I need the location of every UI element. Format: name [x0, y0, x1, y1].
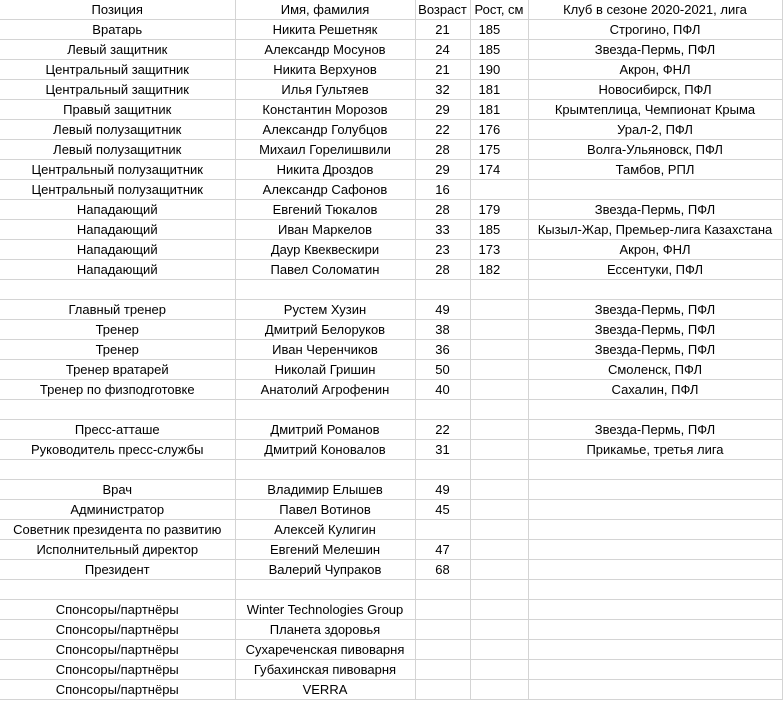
cell-position[interactable]: Центральный полузащитник [0, 160, 235, 180]
cell-height[interactable] [470, 660, 528, 680]
cell-height[interactable]: 175 [470, 140, 528, 160]
cell-age[interactable]: 28 [415, 260, 470, 280]
cell-name[interactable]: Евгений Мелешин [235, 540, 415, 560]
cell-position[interactable]: Вратарь [0, 20, 235, 40]
cell-age[interactable]: 31 [415, 440, 470, 460]
cell-position[interactable]: Спонсоры/партнёры [0, 620, 235, 640]
cell-name[interactable]: Михаил Горелишвили [235, 140, 415, 160]
cell-name[interactable]: Никита Дроздов [235, 160, 415, 180]
cell-height[interactable] [470, 640, 528, 660]
cell-club[interactable]: Волга-Ульяновск, ПФЛ [528, 140, 782, 160]
cell-club[interactable]: Звезда-Пермь, ПФЛ [528, 200, 782, 220]
table-row [0, 660, 782, 680]
cell-name[interactable]: Анатолий Агрофенин [235, 380, 415, 400]
cell-age[interactable]: 29 [415, 100, 470, 120]
cell-position[interactable]: Нападающий [0, 200, 235, 220]
cell-height[interactable]: 185 [470, 220, 528, 240]
cell-height[interactable] [470, 540, 528, 560]
table-row [0, 20, 782, 40]
cell-height[interactable]: 185 [470, 20, 528, 40]
cell-name[interactable] [235, 580, 415, 600]
cell-name[interactable]: Константин Морозов [235, 100, 415, 120]
cell-age[interactable]: 32 [415, 80, 470, 100]
cell-height[interactable] [470, 360, 528, 380]
table-row [0, 180, 782, 200]
cell-club[interactable] [528, 400, 782, 420]
cell-height[interactable]: 174 [470, 160, 528, 180]
table-row [0, 580, 782, 600]
table-row [0, 600, 782, 620]
table-body [0, 20, 782, 700]
cell-position[interactable]: Администратор [0, 500, 235, 520]
cell-name[interactable]: Алексей Кулигин [235, 520, 415, 540]
cell-name[interactable] [235, 280, 415, 300]
cell-name[interactable]: Дмитрий Коновалов [235, 440, 415, 460]
cell-name[interactable]: Владимир Елышев [235, 480, 415, 500]
table-row [0, 460, 782, 480]
table-row [0, 300, 782, 320]
cell-age[interactable]: 21 [415, 20, 470, 40]
table-row [0, 680, 782, 700]
table-row [0, 260, 782, 280]
cell-height[interactable]: 179 [470, 200, 528, 220]
cell-club[interactable]: Звезда-Пермь, ПФЛ [528, 340, 782, 360]
cell-club[interactable]: Новосибирск, ПФЛ [528, 80, 782, 100]
cell-position[interactable]: Спонсоры/партнёры [0, 640, 235, 660]
cell-age[interactable]: 36 [415, 340, 470, 360]
cell-age[interactable] [415, 640, 470, 660]
cell-position[interactable]: Тренер [0, 340, 235, 360]
cell-age[interactable]: 47 [415, 540, 470, 560]
cell-height[interactable] [470, 400, 528, 420]
cell-age[interactable]: 50 [415, 360, 470, 380]
cell-position[interactable]: Центральный защитник [0, 80, 235, 100]
cell-position[interactable]: Нападающий [0, 260, 235, 280]
cell-position[interactable]: Тренер вратарей [0, 360, 235, 380]
cell-height[interactable] [470, 180, 528, 200]
cell-position[interactable] [0, 280, 235, 300]
cell-age[interactable]: 29 [415, 160, 470, 180]
cell-club[interactable] [528, 600, 782, 620]
cell-club[interactable] [528, 620, 782, 640]
cell-name[interactable]: VERRA [235, 680, 415, 700]
cell-club[interactable]: Сахалин, ПФЛ [528, 380, 782, 400]
cell-age[interactable] [415, 580, 470, 600]
cell-name[interactable]: Дмитрий Романов [235, 420, 415, 440]
cell-name[interactable]: Илья Гультяев [235, 80, 415, 100]
cell-club[interactable]: Звезда-Пермь, ПФЛ [528, 420, 782, 440]
cell-age[interactable]: 68 [415, 560, 470, 580]
cell-age[interactable]: 49 [415, 300, 470, 320]
table-row [0, 640, 782, 660]
table-row [0, 420, 782, 440]
cell-age[interactable]: 33 [415, 220, 470, 240]
cell-name[interactable]: Сухареченская пивоварня [235, 640, 415, 660]
cell-club[interactable] [528, 180, 782, 200]
cell-club[interactable] [528, 660, 782, 680]
header-club[interactable]: Клуб в сезоне 2020-2021, лига [528, 0, 782, 20]
cell-position[interactable] [0, 400, 235, 420]
table-row [0, 60, 782, 80]
cell-club[interactable] [528, 480, 782, 500]
cell-name[interactable]: Александр Голубцов [235, 120, 415, 140]
cell-position[interactable]: Спонсоры/партнёры [0, 600, 235, 620]
cell-age[interactable]: 40 [415, 380, 470, 400]
cell-age[interactable] [415, 600, 470, 620]
cell-name[interactable]: Никита Решетняк [235, 20, 415, 40]
cell-age[interactable]: 16 [415, 180, 470, 200]
cell-age[interactable]: 45 [415, 500, 470, 520]
cell-height[interactable] [470, 680, 528, 700]
cell-club[interactable]: Кызыл-Жар, Премьер-лига Казахстана [528, 220, 782, 240]
cell-age[interactable]: 24 [415, 40, 470, 60]
cell-position[interactable]: Центральный защитник [0, 60, 235, 80]
cell-club[interactable]: Смоленск, ПФЛ [528, 360, 782, 380]
cell-age[interactable] [415, 680, 470, 700]
cell-age[interactable]: 38 [415, 320, 470, 340]
cell-height[interactable]: 176 [470, 120, 528, 140]
cell-club[interactable] [528, 680, 782, 700]
cell-position[interactable]: Советник президента по развитию [0, 520, 235, 540]
header-name[interactable]: Имя, фамилия [235, 0, 415, 20]
cell-club[interactable] [528, 280, 782, 300]
table-row [0, 560, 782, 580]
cell-age[interactable] [415, 620, 470, 640]
header-age[interactable]: Возраст [415, 0, 470, 20]
cell-height[interactable] [470, 500, 528, 520]
cell-age[interactable]: 28 [415, 200, 470, 220]
cell-position[interactable]: Спонсоры/партнёры [0, 680, 235, 700]
cell-position[interactable]: Левый защитник [0, 40, 235, 60]
cell-position[interactable]: Спонсоры/партнёры [0, 660, 235, 680]
cell-name[interactable]: Даур Квеквескири [235, 240, 415, 260]
cell-height[interactable] [470, 380, 528, 400]
cell-height[interactable]: 190 [470, 60, 528, 80]
cell-age[interactable]: 28 [415, 140, 470, 160]
table-row [0, 120, 782, 140]
table-row [0, 160, 782, 180]
cell-height[interactable] [470, 460, 528, 480]
cell-age[interactable]: 22 [415, 120, 470, 140]
cell-height[interactable]: 182 [470, 260, 528, 280]
cell-name[interactable]: Губахинская пивоварня [235, 660, 415, 680]
cell-position[interactable] [0, 460, 235, 480]
table-row [0, 620, 782, 640]
cell-club[interactable] [528, 640, 782, 660]
cell-name[interactable]: Александр Сафонов [235, 180, 415, 200]
table-row [0, 520, 782, 540]
cell-club[interactable] [528, 580, 782, 600]
cell-position[interactable]: Президент [0, 560, 235, 580]
cell-height[interactable] [470, 620, 528, 640]
cell-position[interactable]: Нападающий [0, 240, 235, 260]
cell-club[interactable] [528, 520, 782, 540]
cell-height[interactable] [470, 580, 528, 600]
cell-position[interactable]: Нападающий [0, 220, 235, 240]
cell-height[interactable]: 173 [470, 240, 528, 260]
table-row [0, 220, 782, 240]
table-row [0, 540, 782, 560]
cell-name[interactable] [235, 460, 415, 480]
table-row [0, 380, 782, 400]
cell-name[interactable]: Александр Мосунов [235, 40, 415, 60]
cell-club[interactable]: Звезда-Пермь, ПФЛ [528, 300, 782, 320]
cell-position[interactable]: Левый полузащитник [0, 120, 235, 140]
cell-position[interactable]: Главный тренер [0, 300, 235, 320]
cell-height[interactable]: 185 [470, 40, 528, 60]
cell-name[interactable]: Иван Маркелов [235, 220, 415, 240]
cell-club[interactable] [528, 540, 782, 560]
header-height[interactable]: Рост, см [470, 0, 528, 20]
cell-club[interactable]: Акрон, ФНЛ [528, 60, 782, 80]
cell-height[interactable] [470, 440, 528, 460]
cell-position[interactable]: Правый защитник [0, 100, 235, 120]
table-row [0, 80, 782, 100]
cell-club[interactable] [528, 560, 782, 580]
cell-club[interactable]: Строгино, ПФЛ [528, 20, 782, 40]
cell-height[interactable] [470, 520, 528, 540]
cell-age[interactable] [415, 660, 470, 680]
cell-height[interactable]: 181 [470, 100, 528, 120]
cell-height[interactable] [470, 560, 528, 580]
cell-club[interactable]: Звезда-Пермь, ПФЛ [528, 320, 782, 340]
cell-position[interactable]: Исполнительный директор [0, 540, 235, 560]
table-row [0, 320, 782, 340]
cell-position[interactable]: Тренер по физподготовке [0, 380, 235, 400]
table-row [0, 340, 782, 360]
table-row [0, 200, 782, 220]
table-row [0, 400, 782, 420]
table-row [0, 360, 782, 380]
cell-club[interactable]: Ессентуки, ПФЛ [528, 260, 782, 280]
cell-name[interactable] [235, 400, 415, 420]
cell-position[interactable]: Руководитель пресс-службы [0, 440, 235, 460]
cell-club[interactable]: Прикамье, третья лига [528, 440, 782, 460]
cell-name[interactable]: Евгений Тюкалов [235, 200, 415, 220]
cell-position[interactable]: Центральный полузащитник [0, 180, 235, 200]
cell-club[interactable]: Звезда-Пермь, ПФЛ [528, 40, 782, 60]
table-row [0, 280, 782, 300]
cell-name[interactable]: Дмитрий Белоруков [235, 320, 415, 340]
cell-age[interactable] [415, 520, 470, 540]
cell-club[interactable] [528, 460, 782, 480]
cell-age[interactable]: 21 [415, 60, 470, 80]
cell-position[interactable]: Врач [0, 480, 235, 500]
cell-age[interactable]: 22 [415, 420, 470, 440]
table-row [0, 40, 782, 60]
cell-height[interactable] [470, 600, 528, 620]
cell-position[interactable]: Тренер [0, 320, 235, 340]
table-row [0, 480, 782, 500]
cell-name[interactable]: Павел Вотинов [235, 500, 415, 520]
cell-name[interactable]: Валерий Чупраков [235, 560, 415, 580]
cell-age[interactable]: 23 [415, 240, 470, 260]
cell-name[interactable]: Планета здоровья [235, 620, 415, 640]
cell-age[interactable] [415, 280, 470, 300]
table-row [0, 140, 782, 160]
cell-height[interactable] [470, 280, 528, 300]
cell-position[interactable] [0, 580, 235, 600]
cell-position[interactable]: Левый полузащитник [0, 140, 235, 160]
cell-name[interactable]: Николай Гришин [235, 360, 415, 380]
cell-age[interactable] [415, 460, 470, 480]
cell-height[interactable] [470, 340, 528, 360]
header-row [0, 0, 782, 20]
cell-name[interactable]: Никита Верхунов [235, 60, 415, 80]
cell-name[interactable]: Иван Черенчиков [235, 340, 415, 360]
cell-club[interactable]: Акрон, ФНЛ [528, 240, 782, 260]
cell-height[interactable] [470, 480, 528, 500]
cell-height[interactable]: 181 [470, 80, 528, 100]
cell-age[interactable]: 49 [415, 480, 470, 500]
cell-name[interactable]: Рустем Хузин [235, 300, 415, 320]
cell-club[interactable]: Крымтеплица, Чемпионат Крыма [528, 100, 782, 120]
table-row [0, 240, 782, 260]
cell-height[interactable] [470, 320, 528, 340]
table-row [0, 500, 782, 520]
cell-club[interactable] [528, 500, 782, 520]
table-row [0, 440, 782, 460]
cell-age[interactable] [415, 400, 470, 420]
cell-club[interactable]: Тамбов, РПЛ [528, 160, 782, 180]
cell-position[interactable]: Пресс-атташе [0, 420, 235, 440]
table-row [0, 100, 782, 120]
cell-club[interactable]: Урал-2, ПФЛ [528, 120, 782, 140]
header-position[interactable]: Позиция [0, 0, 235, 20]
cell-height[interactable] [470, 300, 528, 320]
cell-name[interactable]: Павел Соломатин [235, 260, 415, 280]
cell-height[interactable] [470, 420, 528, 440]
cell-name[interactable]: Winter Technologies Group [235, 600, 415, 620]
